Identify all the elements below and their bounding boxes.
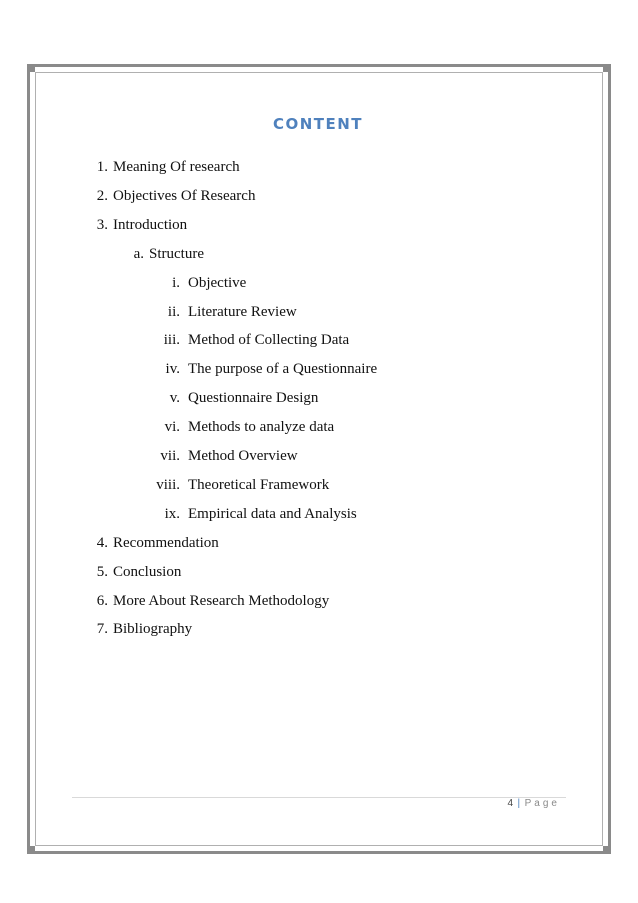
toc-item [0, 591, 638, 611]
toc-item-number: v. [169, 390, 180, 407]
toc-item-number: 3. [96, 216, 108, 233]
toc-item [0, 186, 638, 206]
toc-item-label: Theoretical Framework [188, 476, 330, 493]
border-corner-ornament [603, 846, 611, 854]
toc-item [0, 504, 638, 524]
page-label: Page [524, 798, 560, 809]
toc-item [0, 619, 638, 639]
border-corner-ornament [27, 64, 35, 72]
border-corner-ornament [603, 64, 611, 72]
toc-item [0, 215, 638, 235]
toc-item-label: Method of Collecting Data [188, 332, 350, 349]
page-number: 4 [507, 798, 515, 809]
toc-item-label: Literature Review [188, 303, 297, 320]
toc-item [0, 244, 638, 264]
toc-item-label: Bibliography [113, 621, 193, 638]
toc-item-label: Method Overview [188, 448, 298, 464]
toc-item-number: viii. [156, 476, 180, 493]
toc-item-number: vi. [164, 419, 180, 436]
toc-item-number: vii. [160, 448, 180, 464]
page-footer [0, 798, 560, 809]
toc-item-number: iv. [165, 361, 180, 378]
toc-item [0, 330, 638, 350]
toc-item [0, 273, 638, 293]
toc-item [0, 533, 638, 553]
toc-item-label: Structure [149, 245, 204, 262]
toc-item-number: a. [133, 245, 144, 262]
toc-item-number: ix. [164, 505, 180, 522]
toc-item-label: Meaning Of research [113, 159, 240, 175]
toc-item [0, 302, 638, 322]
toc-item [0, 157, 638, 177]
toc-item-number: 1. [96, 159, 108, 175]
toc-item [0, 359, 638, 379]
toc-item-number: ii. [167, 303, 180, 320]
toc-item-number: 6. [96, 592, 108, 609]
toc-item-label: Introduction [113, 216, 188, 233]
toc-item-number: 5. [96, 563, 108, 580]
footer-separator: | [517, 798, 522, 809]
toc-item [0, 475, 638, 495]
toc-item-number: iii. [163, 332, 180, 349]
page-title-text: CONTENT [272, 115, 364, 133]
toc-item-number: 7. [96, 621, 108, 638]
toc-item-label: Objective [188, 274, 247, 291]
toc-item [0, 446, 638, 466]
toc-item-number: 2. [96, 187, 108, 204]
toc-item-label: Questionnaire Design [188, 390, 319, 407]
toc-item-label: More About Research Methodology [113, 592, 330, 609]
toc-item-label: The purpose of a Questionnaire [188, 361, 378, 378]
toc-item-label: Conclusion [113, 563, 182, 580]
toc-item-number: 4. [96, 534, 108, 551]
border-corner-ornament [27, 846, 35, 854]
toc-item [0, 562, 638, 582]
toc-item-label: Recommendation [113, 534, 219, 551]
page-title [0, 115, 638, 133]
toc-item-number: i. [172, 274, 180, 291]
toc-item-label: Empirical data and Analysis [188, 505, 357, 522]
toc-item [0, 417, 638, 437]
toc-item [0, 388, 638, 408]
toc-item-label: Methods to analyze data [188, 419, 335, 436]
toc-item-label: Objectives Of Research [113, 187, 256, 204]
